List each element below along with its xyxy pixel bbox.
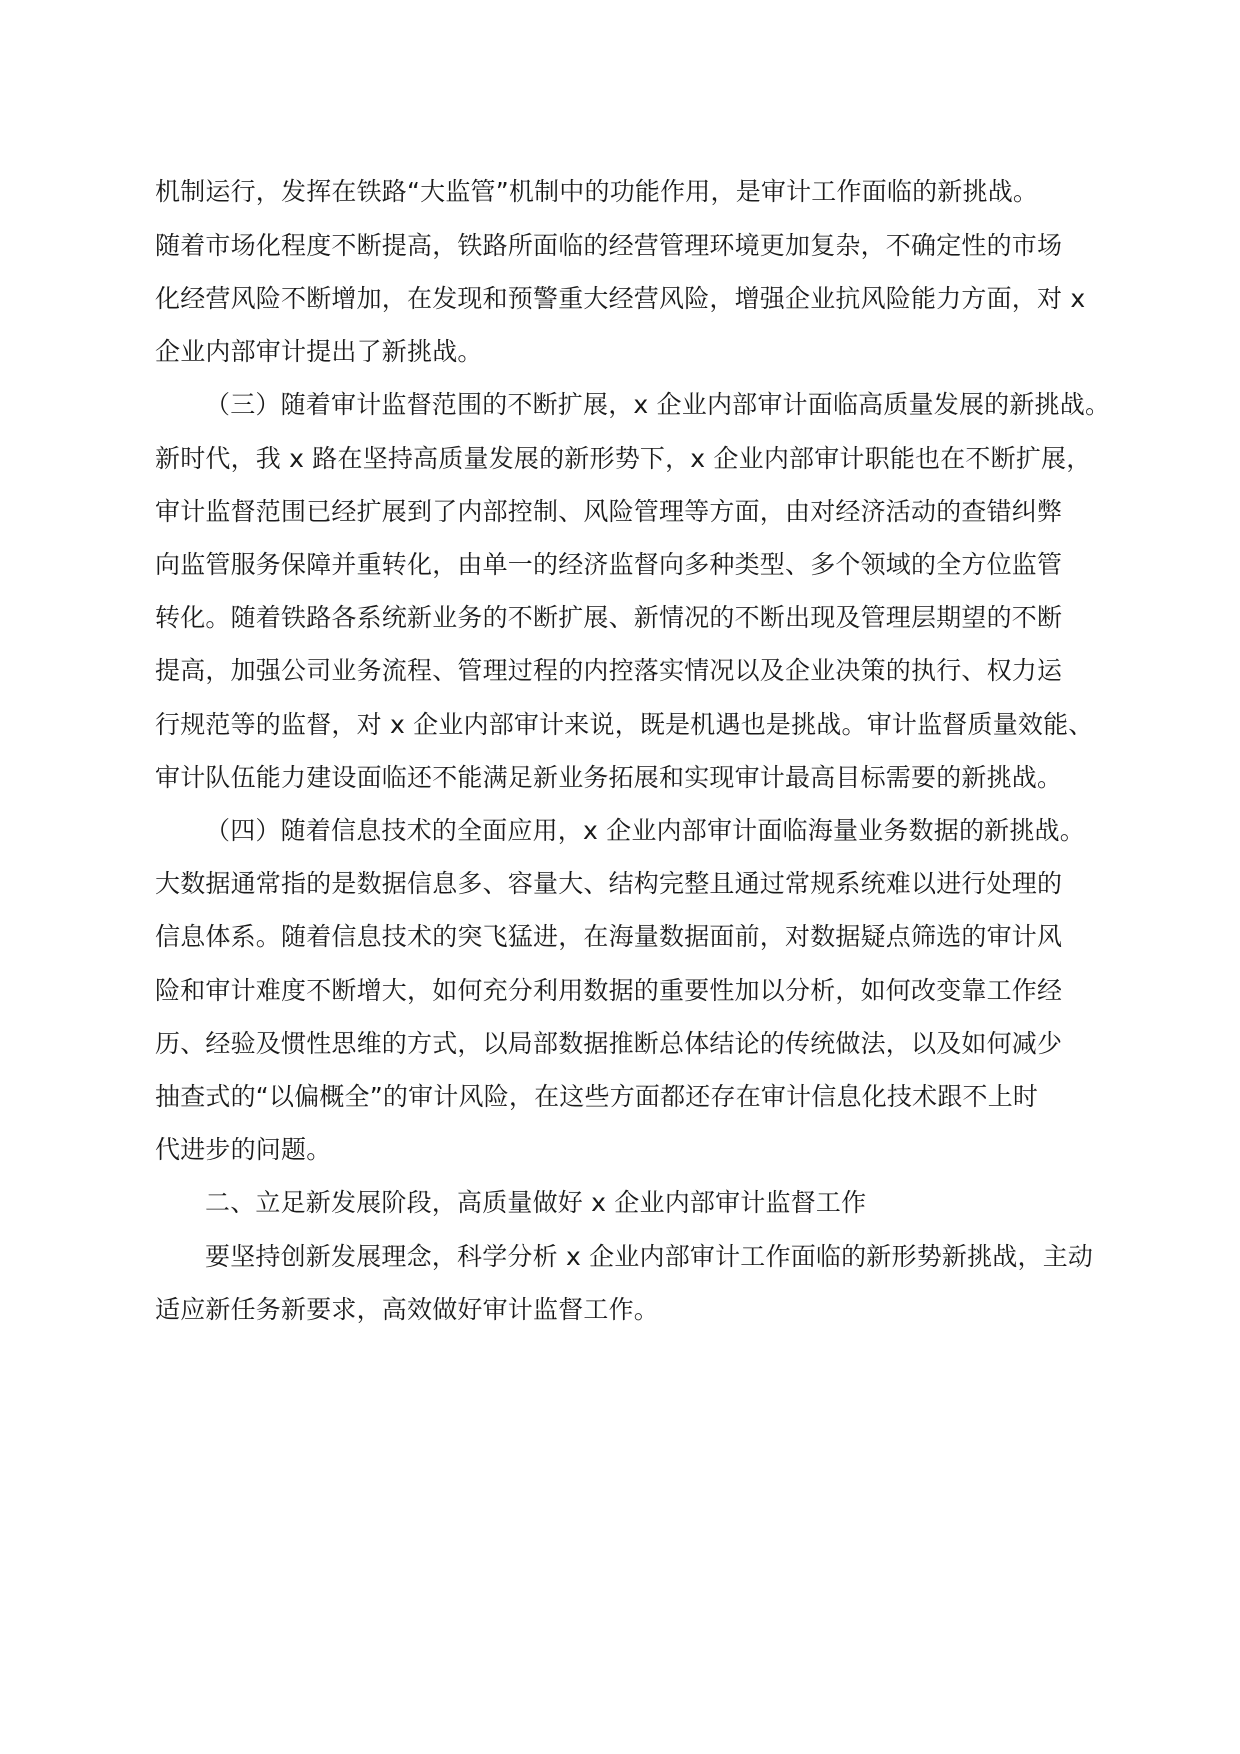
paragraph-line: 代进步的问题。 xyxy=(155,1135,332,1164)
chapter-heading-2: 二、立足新发展阶段，高质量做好 x 企业内部审计监督工作 xyxy=(205,1188,867,1217)
paragraph-line: 新时代，我 x 路在坚持高质量发展的新形势下，x 企业内部审计职能也在不断扩展， xyxy=(155,444,1092,473)
paragraph-line: 抽查式的“以偏概全”的审计风险，在这些方面都还存在审计信息化技术跟不上时 xyxy=(155,1082,1039,1111)
paragraph-line: 险和审计难度不断增大，如何充分利用数据的重要性加以分析，如何改变靠工作经 xyxy=(155,976,1063,1005)
paragraph-line: 机制运行，发挥在铁路“大监管”机制中的功能作用，是审计工作面临的新挑战。 xyxy=(155,177,1039,206)
paragraph-line: 行规范等的监督，对 x 企业内部审计来说，既是机遇也是挑战。审计监督质量效能、 xyxy=(155,710,1094,739)
paragraph-line: 企业内部审计提出了新挑战。 xyxy=(155,337,483,366)
paragraph-line: 适应新任务新要求，高效做好审计监督工作。 xyxy=(155,1295,660,1324)
paragraph-line: 历、经验及惯性思维的方式，以局部数据推断总体结论的传统做法，以及如何减少 xyxy=(155,1029,1063,1058)
section-heading-3: （三）随着审计监督范围的不断扩展，x 企业内部审计面临高质量发展的新挑战。 xyxy=(205,390,1111,419)
section-heading-4: （四）随着信息技术的全面应用，x 企业内部审计面临海量业务数据的新挑战。 xyxy=(205,816,1085,845)
paragraph-line: 审计监督范围已经扩展到了内部控制、风险管理等方面，由对经济活动的查错纠弊 xyxy=(155,497,1063,526)
paragraph-line: 化经营风险不断增加，在发现和预警重大经营风险，增强企业抗风险能力方面，对 x xyxy=(155,284,1086,313)
paragraph-line: 转化。随着铁路各系统新业务的不断扩展、新情况的不断出现及管理层期望的不断 xyxy=(155,603,1063,632)
paragraph-line: 要坚持创新发展理念，科学分析 x 企业内部审计工作面临的新形势新挑战，主动 xyxy=(205,1242,1094,1271)
paragraph-line: 向监管服务保障并重转化，由单一的经济监督向多种类型、多个领域的全方位监管 xyxy=(155,550,1063,579)
paragraph-line: 大数据通常指的是数据信息多、容量大、结构完整且通过常规系统难以进行处理的 xyxy=(155,869,1063,898)
paragraph-line: 审计队伍能力建设面临还不能满足新业务拓展和实现审计最高目标需要的新挑战。 xyxy=(155,763,1063,792)
paragraph-line: 提高，加强公司业务流程、管理过程的内控落实情况以及企业决策的执行、权力运 xyxy=(155,656,1063,685)
paragraph-line: 随着市场化程度不断提高，铁路所面临的经营管理环境更加复杂，不确定性的市场 xyxy=(155,231,1063,260)
paragraph-line: 信息体系。随着信息技术的突飞猛进，在海量数据面前，对数据疑点筛选的审计风 xyxy=(155,922,1063,951)
